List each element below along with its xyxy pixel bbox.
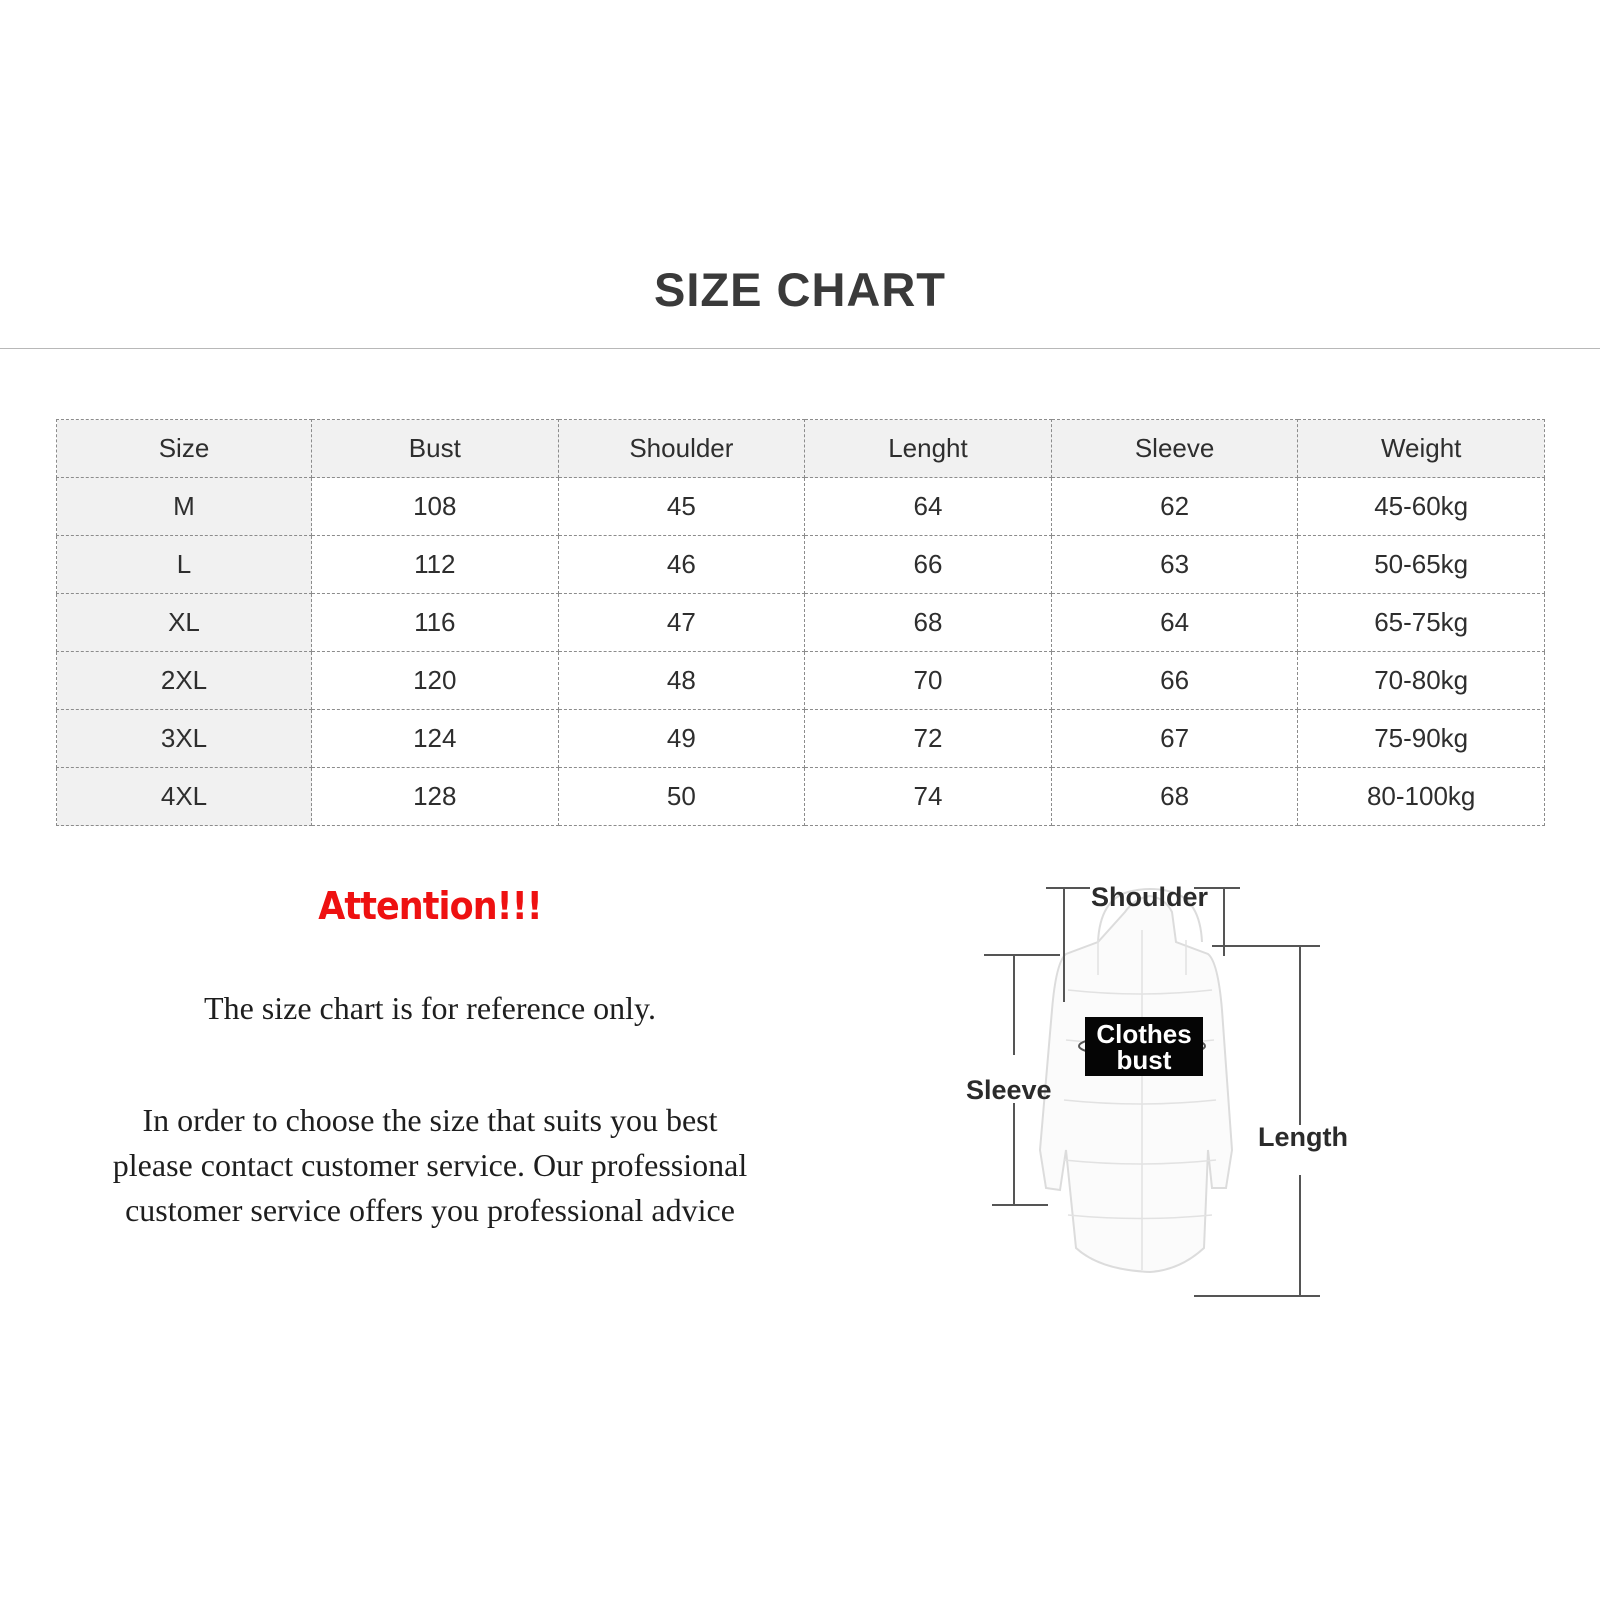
sleeve-label: Sleeve (966, 1075, 1052, 1105)
table-row (57, 768, 1545, 826)
table-row (57, 710, 1545, 768)
column-header-weight: Weight (1298, 420, 1545, 478)
shoulder-cell: 49 (558, 710, 805, 768)
size-table (56, 419, 1545, 826)
page-title: SIZE CHART (654, 263, 946, 316)
size-cell: 2XL (57, 652, 312, 710)
bust-cell: 120 (312, 652, 559, 710)
shoulder-label: Shoulder (1091, 882, 1209, 912)
sleeve-cell: 64 (1051, 594, 1298, 652)
bust-cell: 108 (312, 478, 559, 536)
shoulder-cell: 47 (558, 594, 805, 652)
shoulder-cell: 48 (558, 652, 805, 710)
column-header-shoulder: Shoulder (558, 420, 805, 478)
weight-cell: 45-60kg (1298, 478, 1545, 536)
sleeve-cell: 62 (1051, 478, 1298, 536)
shoulder-cell: 50 (558, 768, 805, 826)
reference-note: The size chart is for reference only. (204, 990, 656, 1026)
weight-cell: 80-100kg (1298, 768, 1545, 826)
bust-cell: 116 (312, 594, 559, 652)
column-header-size: Size (57, 420, 312, 478)
table-row (57, 536, 1545, 594)
shoulder-cell: 46 (558, 536, 805, 594)
size-cell: 4XL (57, 768, 312, 826)
advice-text (60, 1098, 800, 1233)
size-cell: L (57, 536, 312, 594)
length-cell: 70 (805, 652, 1052, 710)
length-cell: 74 (805, 768, 1052, 826)
clothes-bust-label (1085, 1017, 1203, 1076)
size-cell: M (57, 478, 312, 536)
length-cell: 66 (805, 536, 1052, 594)
advice-line: customer service offers you professional advice (125, 1192, 735, 1228)
advice-line: In order to choose the size that suits you best (142, 1102, 718, 1138)
weight-cell: 70-80kg (1298, 652, 1545, 710)
bust-label-line: Clothes (1096, 1019, 1192, 1049)
sleeve-cell: 66 (1051, 652, 1298, 710)
column-header-length: Lenght (805, 420, 1052, 478)
sleeve-cell: 67 (1051, 710, 1298, 768)
size-cell: 3XL (57, 710, 312, 768)
attention-heading: Attention!!! (318, 884, 542, 928)
weight-cell: 75-90kg (1298, 710, 1545, 768)
advice-line: please contact customer service. Our professional (112, 1147, 748, 1183)
length-cell: 72 (805, 710, 1052, 768)
bust-cell: 128 (312, 768, 559, 826)
column-header-bust: Bust (312, 420, 559, 478)
title-divider (0, 348, 1600, 349)
length-cell: 64 (805, 478, 1052, 536)
bust-cell: 112 (312, 536, 559, 594)
length-cell: 68 (805, 594, 1052, 652)
weight-cell: 65-75kg (1298, 594, 1545, 652)
garment-measurement-diagram (950, 870, 1370, 1310)
weight-cell: 50-65kg (1298, 536, 1545, 594)
bust-cell: 124 (312, 710, 559, 768)
bust-label-line: bust (1116, 1045, 1172, 1075)
sleeve-cell: 63 (1051, 536, 1298, 594)
table-header-row (57, 420, 1545, 478)
table-row (57, 652, 1545, 710)
size-cell: XL (57, 594, 312, 652)
column-header-sleeve: Sleeve (1051, 420, 1298, 478)
shoulder-cell: 45 (558, 478, 805, 536)
length-label: Length (1258, 1122, 1348, 1152)
table-row (57, 478, 1545, 536)
table-row (57, 594, 1545, 652)
sleeve-cell: 68 (1051, 768, 1298, 826)
